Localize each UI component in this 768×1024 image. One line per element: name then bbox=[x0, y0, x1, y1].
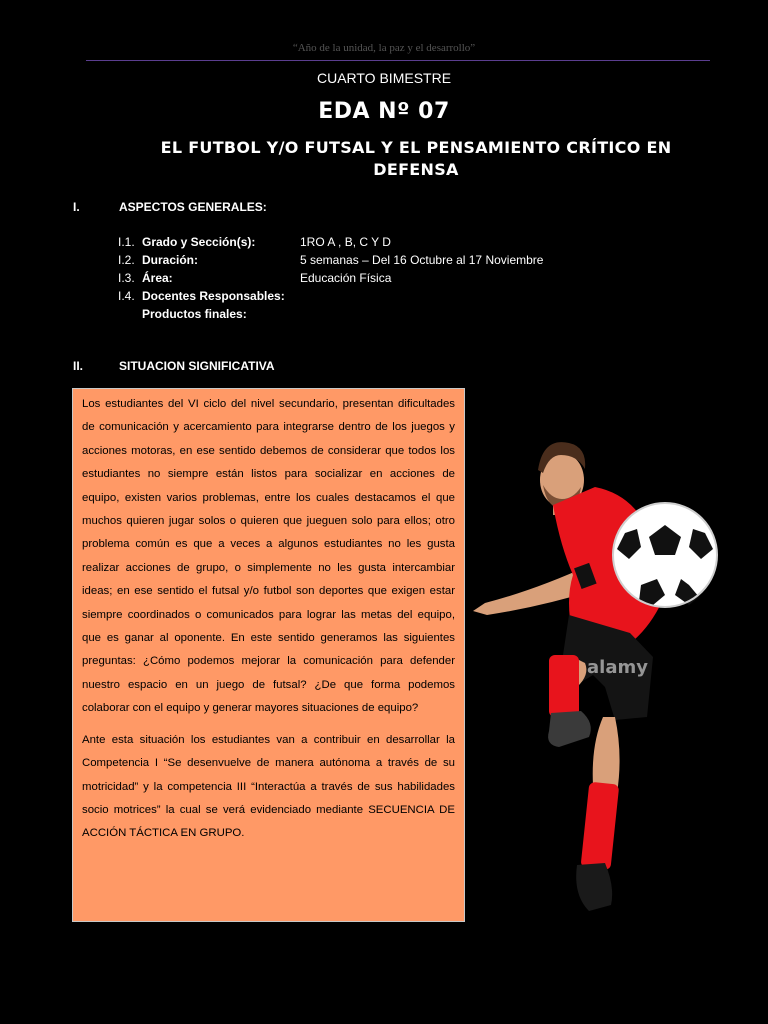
item-number: I.1. bbox=[118, 235, 135, 249]
bimestre-heading: CUARTO BIMESTRE bbox=[316, 70, 452, 86]
player-standing-boot bbox=[576, 863, 612, 911]
document-title: EL FUTBOL Y/O FUTSAL Y EL PENSAMIENTO CRÍTICO EN DEFENSA bbox=[160, 138, 672, 179]
list-item bbox=[118, 251, 618, 269]
item-number: I.2. bbox=[118, 253, 135, 267]
section-1-number: I. bbox=[73, 200, 80, 214]
player-raised-sock bbox=[549, 655, 579, 717]
list-item bbox=[118, 305, 618, 323]
situation-paragraph-1: Los estudiantes del VI ciclo del nivel secundario, presentan dificultades de comunicación y acercamiento para integrarse dentro de los juegos y acciones motoras, en ese sentido debemos de considerar que todos los estudiantes no siempre están listos para socializar en acciones de equipo, existen varios problemas, entre los cuales destacamos el que muchos quieren jugar solos o quieren que jueguen solo para ellos; otro problema común es que a veces a algunos estudiantes no les gusta realizar acciones de grupo, o simplemente no les gusta intercambiar ideas; en ese sentido el futsal y/o futbol son deportes que exigen estar siempre coordinados o comunicados para lograr las metas del equipo, que es ganar al oponente. En este sentido generamos las siguientes preguntas: ¿Cómo podemos mejorar la comunicación para defender nuestro espacio en un juego de futsal? ¿De que forma podemos colaborar con el equipo y generar mayores situaciones de equipo? bbox=[82, 398, 455, 715]
item-label: Docentes Responsables: bbox=[142, 289, 285, 303]
eda-heading: EDA Nº 07 bbox=[318, 99, 450, 124]
item-label: Grado y Sección(s): bbox=[142, 235, 256, 249]
item-label: Duración: bbox=[142, 253, 199, 267]
list-item bbox=[118, 287, 618, 305]
list-item bbox=[118, 269, 618, 287]
item-label: Área: bbox=[142, 271, 173, 285]
item-value: 5 semanas – Del 16 Octubre al 17 Noviembre bbox=[300, 253, 544, 267]
item-number: I.3. bbox=[118, 271, 135, 285]
header-motto: “Año de la unidad, la paz y el desarrollo” bbox=[292, 42, 476, 54]
general-aspects-list bbox=[118, 233, 618, 328]
item-value: 1RO A , B, C Y D bbox=[300, 235, 391, 249]
item-number: I.4. bbox=[118, 289, 135, 303]
section-2-number: II. bbox=[73, 359, 84, 373]
item-value: Educación Física bbox=[300, 271, 392, 285]
image-watermark: alamy bbox=[587, 657, 648, 678]
player-standing-sock bbox=[580, 782, 619, 871]
soccer-ball-icon bbox=[613, 503, 717, 607]
section-2-title: SITUACION SIGNIFICATIVA bbox=[119, 359, 275, 373]
situation-text-box bbox=[72, 388, 465, 922]
soccer-player-image bbox=[465, 425, 765, 915]
item-label: Productos finales: bbox=[142, 307, 247, 321]
list-item bbox=[118, 233, 618, 251]
situation-paragraph-2: Ante esta situación los estudiantes van a contribuir en desarrollar la Competencia I “Se desenvuelve de manera autónoma a través de su motricidad” y la competencia III “Interactúa a través de sus habilidades socio motrices” la cual se verá evidenciado mediante SECUENCIA DE ACCIÓN TÁCTICA EN GRUPO. bbox=[82, 733, 455, 840]
header-divider bbox=[86, 60, 710, 61]
section-1-title: ASPECTOS GENERALES: bbox=[119, 200, 267, 214]
player-raised-boot bbox=[548, 711, 591, 747]
